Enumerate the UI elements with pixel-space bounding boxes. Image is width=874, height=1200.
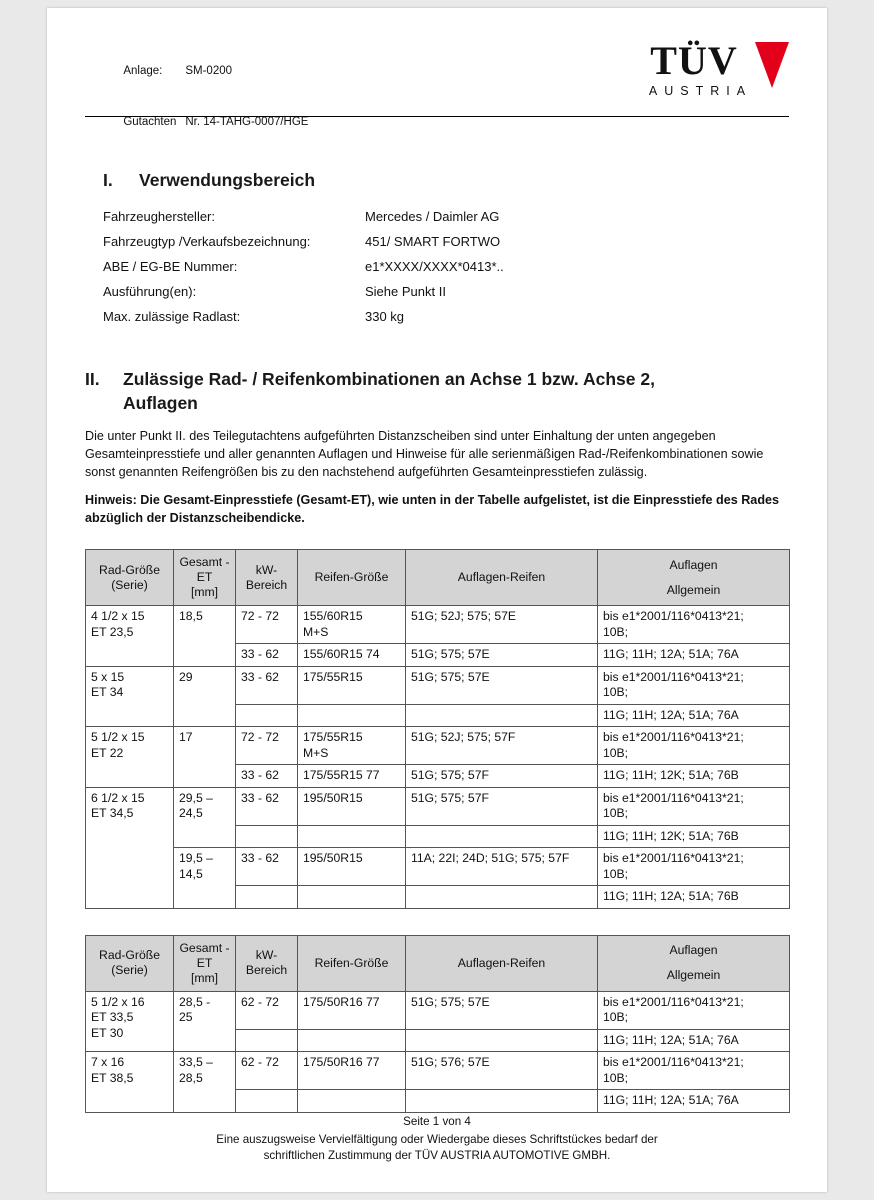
field-fahrzeugtyp <box>103 229 789 254</box>
header-divider <box>85 116 789 117</box>
logo-chevron-icon <box>755 42 789 88</box>
cell-reifen <box>298 1090 406 1113</box>
cell-reifen: 175/50R16 77 <box>298 991 406 1029</box>
footer-note-line2: schriftlichen Zustimmung der TÜV AUSTRIA AUTOMOTIVE GMBH. <box>263 1149 611 1162</box>
table-row <box>86 727 790 765</box>
field-abe-nummer-label: ABE / EG-BE Nummer: <box>103 259 238 274</box>
field-fahrzeughersteller-label: Fahrzeughersteller: <box>103 209 215 224</box>
cell-kw: 33 - 62 <box>236 787 298 825</box>
section-verwendungsbereich <box>103 168 789 329</box>
field-radlast-label: Max. zulässige Radlast: <box>103 309 241 324</box>
header-gutachten-value: Nr. 14-TAHG-0007/HGE <box>185 116 309 128</box>
table-row <box>86 1052 790 1090</box>
cell-rad-groesse: 7 x 16 ET 38,5 <box>86 1052 174 1113</box>
cell-rad-groesse: 5 x 15 ET 34 <box>86 666 174 727</box>
th-reifen-groesse: Reifen-Größe <box>298 550 406 606</box>
cell-allgemein: bis e1*2001/116*0413*21; 10B; <box>598 666 790 704</box>
cell-kw <box>236 1029 298 1052</box>
th-kw-bereich: kW- Bereich <box>236 550 298 606</box>
cell-auflagen-reifen: 11A; 22I; 24D; 51G; 575; 57F <box>406 848 598 886</box>
cell-rad-groesse: 6 1/2 x 15 ET 34,5 <box>86 787 174 908</box>
field-fahrzeughersteller <box>103 204 789 229</box>
field-fahrzeughersteller-value: Mercedes / Daimler AG <box>365 209 500 224</box>
section-radreifenkombinationen <box>85 367 789 527</box>
th-rad-groesse: Rad-Größe (Serie) <box>86 935 174 991</box>
logo-subtitle: AUSTRIA <box>648 84 753 98</box>
cell-auflagen-reifen <box>406 1029 598 1052</box>
cell-allgemein: 11G; 11H; 12A; 51A; 76A <box>598 1029 790 1052</box>
cell-auflagen-reifen: 51G; 575; 57E <box>406 991 598 1029</box>
table2-body <box>86 991 790 1112</box>
document-body <box>85 38 789 1113</box>
cell-reifen: 155/60R15 M+S <box>298 606 406 644</box>
table-row <box>86 848 790 886</box>
cell-gesamt-et: 18,5 <box>174 606 236 667</box>
cell-allgemein: bis e1*2001/116*0413*21; 10B; <box>598 727 790 765</box>
cell-kw: 62 - 72 <box>236 1052 298 1090</box>
cell-reifen: 175/55R15 M+S <box>298 727 406 765</box>
cell-auflagen-reifen <box>406 886 598 909</box>
logo-wordmark <box>607 40 787 82</box>
header-anlage-label: Anlage: <box>123 65 163 77</box>
field-abe-nummer <box>103 254 789 279</box>
th-kw-bereich: kW- Bereich <box>236 935 298 991</box>
document-header <box>85 38 789 128</box>
th-auflagen-allgemein: Auflagen Allgemein <box>598 935 790 991</box>
cell-auflagen-reifen: 51G; 52J; 575; 57F <box>406 727 598 765</box>
cell-allgemein: 11G; 11H; 12A; 51A; 76A <box>598 644 790 667</box>
th-rad-groesse: Rad-Größe (Serie) <box>86 550 174 606</box>
cell-reifen: 155/60R15 74 <box>298 644 406 667</box>
cell-kw <box>236 704 298 727</box>
cell-kw: 33 - 62 <box>236 666 298 704</box>
footer-note-line1: Eine auszugsweise Vervielfältigung oder Wiedergabe dieses Schriftstückes bedarf der <box>216 1133 658 1146</box>
footer-page-number: Seite 1 von 4 <box>403 1115 471 1128</box>
cell-auflagen-reifen: 51G; 52J; 575; 57E <box>406 606 598 644</box>
section1-number: I. <box>103 170 113 190</box>
section2-note: Hinweis: Die Gesamt-Einpresstiefe (Gesamt-ET), wie unten in der Tabelle aufgelistet, ist die Einpresstiefe des Rades abzüglich der Distanzscheibendicke. <box>85 493 780 525</box>
wheel-tyre-table-16inch <box>85 935 790 1113</box>
cell-gesamt-et: 19,5 – 14,5 <box>174 848 236 909</box>
cell-kw <box>236 825 298 848</box>
cell-gesamt-et: 29,5 – 24,5 <box>174 787 236 848</box>
cell-reifen: 175/55R15 77 <box>298 765 406 788</box>
field-fahrzeugtyp-value: 451/ SMART FORTWO <box>365 234 501 249</box>
cell-auflagen-reifen: 51G; 575; 57F <box>406 787 598 825</box>
section2-number: II. <box>85 369 100 389</box>
logo-wordmark-text: TÜV <box>650 38 738 83</box>
section1-fields <box>103 204 789 329</box>
cell-auflagen-reifen: 51G; 575; 57F <box>406 765 598 788</box>
field-ausfuehrung-label: Ausführung(en): <box>103 284 197 299</box>
th-gesamt-et: Gesamt - ET [mm] <box>174 550 236 606</box>
cell-kw <box>236 886 298 909</box>
cell-kw: 33 - 62 <box>236 644 298 667</box>
header-anlage-row <box>85 46 308 97</box>
cell-kw: 33 - 62 <box>236 848 298 886</box>
section2-heading <box>123 367 655 415</box>
cell-rad-groesse: 4 1/2 x 15 ET 23,5 <box>86 606 174 667</box>
cell-reifen <box>298 1029 406 1052</box>
cell-kw <box>236 1090 298 1113</box>
table-row <box>86 606 790 644</box>
cell-allgemein: 11G; 11H; 12A; 51A; 76B <box>598 886 790 909</box>
section1-heading: Verwendungsbereich <box>139 170 316 190</box>
cell-kw: 72 - 72 <box>236 727 298 765</box>
cell-allgemein: 11G; 11H; 12A; 51A; 76A <box>598 704 790 727</box>
cell-kw: 62 - 72 <box>236 991 298 1029</box>
header-gutachten-row <box>85 97 308 148</box>
cell-allgemein: 11G; 11H; 12A; 51A; 76A <box>598 1090 790 1113</box>
cell-auflagen-reifen <box>406 825 598 848</box>
field-abe-nummer-value: e1*XXXX/XXXX*0413*.. <box>365 259 504 274</box>
header-anlage-value: SM-0200 <box>185 65 233 77</box>
table-header-row <box>86 550 790 606</box>
field-ausfuehrung <box>103 279 789 304</box>
cell-gesamt-et: 33,5 – 28,5 <box>174 1052 236 1113</box>
section2-heading-line1: Zulässige Rad- / Reifenkombinationen an Achse 1 bzw. Achse 2, <box>123 369 655 389</box>
cell-rad-groesse: 5 1/2 x 15 ET 22 <box>86 727 174 788</box>
document-sheet <box>47 8 827 1192</box>
th-reifen-groesse: Reifen-Größe <box>298 935 406 991</box>
th-auflagen-reifen: Auflagen-Reifen <box>406 935 598 991</box>
cell-gesamt-et: 28,5 - 25 <box>174 991 236 1052</box>
header-reference-block <box>85 46 308 148</box>
table-row <box>86 787 790 825</box>
section2-heading-line2: Auflagen <box>123 393 198 413</box>
wheel-tyre-table-15inch <box>85 549 790 909</box>
header-gutachten-label: Gutachten <box>123 116 177 128</box>
cell-reifen: 195/50R15 <box>298 848 406 886</box>
cell-allgemein: 11G; 11H; 12K; 51A; 76B <box>598 765 790 788</box>
cell-auflagen-reifen <box>406 704 598 727</box>
cell-gesamt-et: 17 <box>174 727 236 788</box>
cell-rad-groesse: 5 1/2 x 16 ET 33,5 ET 30 <box>86 991 174 1052</box>
cell-auflagen-reifen <box>406 1090 598 1113</box>
cell-allgemein: 11G; 11H; 12K; 51A; 76B <box>598 825 790 848</box>
cell-auflagen-reifen: 51G; 576; 57E <box>406 1052 598 1090</box>
th-auflagen-allgemein: Auflagen Allgemein <box>598 550 790 606</box>
field-fahrzeugtyp-label: Fahrzeugtyp /Verkaufsbezeichnung: <box>103 234 311 249</box>
tuv-austria-logo <box>607 40 787 110</box>
section2-paragraph: Die unter Punkt II. des Teilegutachtens aufgeführten Distanzscheiben sind unter Einhaltung der unten angegeben Gesamteinpresstiefe und aller genannten Auflagen und Hinweise für alle serienmäßigen Rad-/Reifenkombinationen sowie sonst genannten Reifengrößen bis zu den nachstehend aufgeführten Gesamteinpresstiefen zulässig. <box>85 429 764 479</box>
table-header-row <box>86 935 790 991</box>
field-ausfuehrung-value: Siehe Punkt II <box>365 284 446 299</box>
cell-allgemein: bis e1*2001/116*0413*21; 10B; <box>598 848 790 886</box>
cell-reifen <box>298 825 406 848</box>
cell-auflagen-reifen: 51G; 575; 57E <box>406 666 598 704</box>
cell-auflagen-reifen: 51G; 575; 57E <box>406 644 598 667</box>
cell-kw: 33 - 62 <box>236 765 298 788</box>
cell-allgemein: bis e1*2001/116*0413*21; 10B; <box>598 606 790 644</box>
cell-gesamt-et: 29 <box>174 666 236 727</box>
field-radlast <box>103 304 789 329</box>
document-footer <box>47 1114 827 1164</box>
cell-reifen: 175/50R16 77 <box>298 1052 406 1090</box>
th-gesamt-et: Gesamt - ET [mm] <box>174 935 236 991</box>
th-auflagen-reifen: Auflagen-Reifen <box>406 550 598 606</box>
cell-reifen: 195/50R15 <box>298 787 406 825</box>
cell-allgemein: bis e1*2001/116*0413*21; 10B; <box>598 787 790 825</box>
cell-reifen <box>298 704 406 727</box>
cell-reifen: 175/55R15 <box>298 666 406 704</box>
field-radlast-value: 330 kg <box>365 309 405 324</box>
table-row <box>86 991 790 1029</box>
cell-reifen <box>298 886 406 909</box>
cell-kw: 72 - 72 <box>236 606 298 644</box>
section2-title <box>85 367 789 415</box>
cell-allgemein: bis e1*2001/116*0413*21; 10B; <box>598 1052 790 1090</box>
section1-title <box>103 168 789 192</box>
table-row <box>86 666 790 704</box>
cell-allgemein: bis e1*2001/116*0413*21; 10B; <box>598 991 790 1029</box>
table1-body <box>86 606 790 909</box>
